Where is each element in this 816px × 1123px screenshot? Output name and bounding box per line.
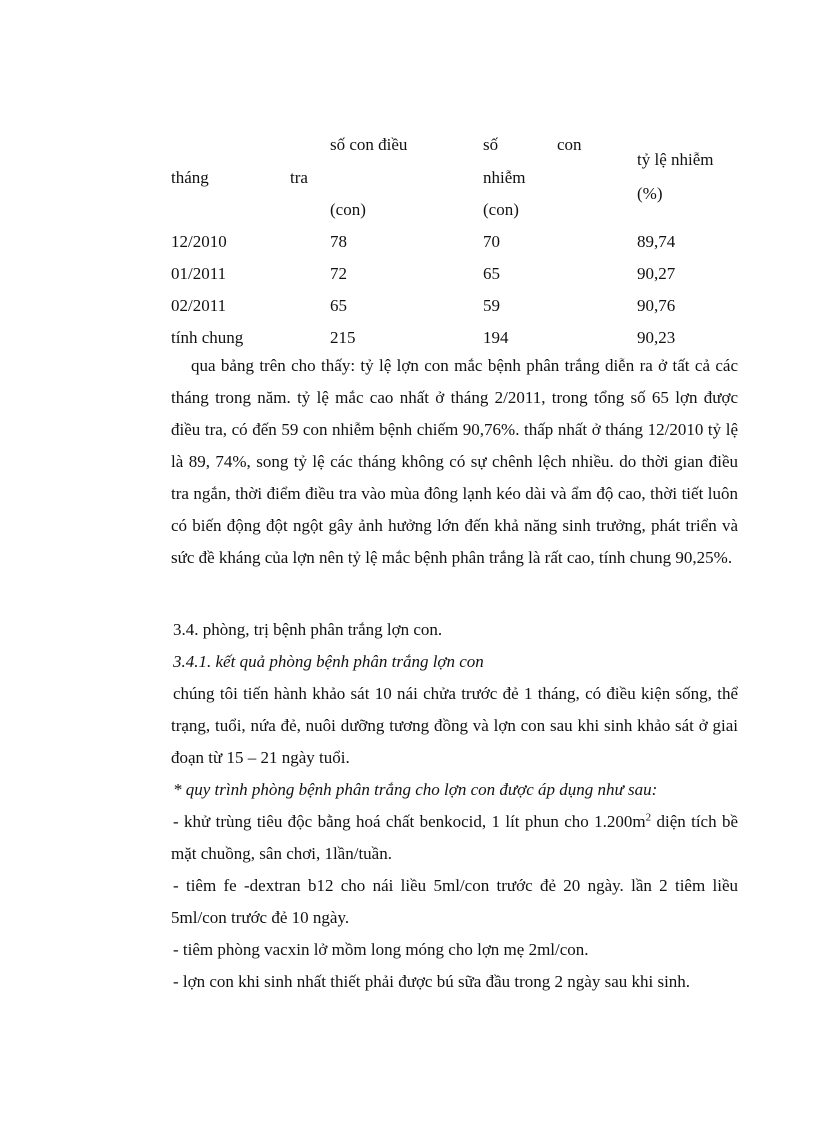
row-infected: 59 [483,296,500,315]
header-infected-line2: nhiễm [483,168,526,187]
procedure-item-vaccine: - tiêm phòng vacxin lở mồm long móng cho lợn mẹ 2ml/con. [173,940,589,959]
row-month: 12/2010 [171,232,227,251]
subsection-heading: 3.4.1. kết quả phòng bệnh phân trắng lợn con [173,652,484,671]
section-heading: 3.4. phòng, trị bệnh phân trắng lợn con. [173,620,443,639]
header-surveyed-line2: tra [290,168,308,187]
analysis-paragraph: qua bảng trên cho thấy: tỷ lệ lợn con mắc bệnh phân trắng diễn ra ở tất cả các tháng trong năm. tỷ lệ mắc cao nhất ở tháng 2/2011, trong tổng số 65 lợn được điều tra, có đến 59 con nhiễm bệnh chiếm 90,76%. thấp nhất ở tháng 12/2010 tỷ lệ là 89, 74%, song tỷ lệ các tháng không có sự chênh lệch nhiều. do thời gian điều tra ngắn, thời điểm điều tra vào mùa đông lạnh kéo dài và ẩm độ cao, thời tiết luôn có biến động đột ngột gây ảnh hưởng lớn đến khả năng sinh trưởng, phát triển và sức đề kháng của lợn nên tỷ lệ mắc bệnh phân trắng là rất cao, tính chung 90,25%. [171,356,738,567]
header-surveyed-line1: số con điều [330,135,408,154]
header-infected-line1: số [483,135,499,154]
bullet1-text: - khử trùng tiêu độc bằng hoá chất benkocid, 1 lít phun cho 1.200m [173,812,646,831]
row-month: 02/2011 [171,296,227,315]
header-rate-line2: (%) [637,184,663,203]
row-surveyed: 72 [330,264,347,283]
row-month: tính chung [171,328,244,347]
row-surveyed: 215 [330,328,356,347]
row-rate: 89,74 [637,232,676,251]
survey-paragraph: chúng tôi tiến hành khảo sát 10 nái chửa trước đẻ 1 tháng, có điều kiện sống, thể trạng, tuổi, nứa đẻ, nuôi dưỡng tương đồng và lợn con sau khi sinh khảo sát ở giai đoạn từ 15 – 21 ngày tuổi. [171,684,738,767]
row-rate: 90,76 [637,296,676,315]
header-infected-line1b: con [557,135,582,154]
procedure-heading: * quy trình phòng bệnh phân trắng cho lợn con được áp dụng như sau: [173,780,658,799]
procedure-item-disinfection [171,806,738,870]
header-month: tháng [171,168,209,187]
row-month: 01/2011 [171,264,227,283]
row-infected: 65 [483,264,500,283]
row-rate: 90,27 [637,264,676,283]
procedure-item-iron-injection: - tiêm fe -dextran b12 cho nái liều 5ml/con trước đẻ 20 ngày. lần 2 tiêm liều 5ml/con trước đẻ 10 ngày. [171,876,738,927]
header-infected-line3: (con) [483,200,519,219]
superscript: 2 [645,811,652,824]
header-rate-line1: tỷ lệ nhiễm [637,150,714,169]
row-infected: 194 [483,328,509,347]
row-infected: 70 [483,232,500,251]
header-surveyed-line3: (con) [330,200,366,219]
row-surveyed: 65 [330,296,347,315]
row-surveyed: 78 [330,232,347,251]
bullet1-text-cont: diện tích bề mặt chuồng, sân chơi, 1lần/tuần. [171,812,739,863]
procedure-item-colostrum: - lợn con khi sinh nhất thiết phải được bú sữa đầu trong 2 ngày sau khi sinh. [173,972,691,991]
row-rate: 90,23 [637,328,676,347]
